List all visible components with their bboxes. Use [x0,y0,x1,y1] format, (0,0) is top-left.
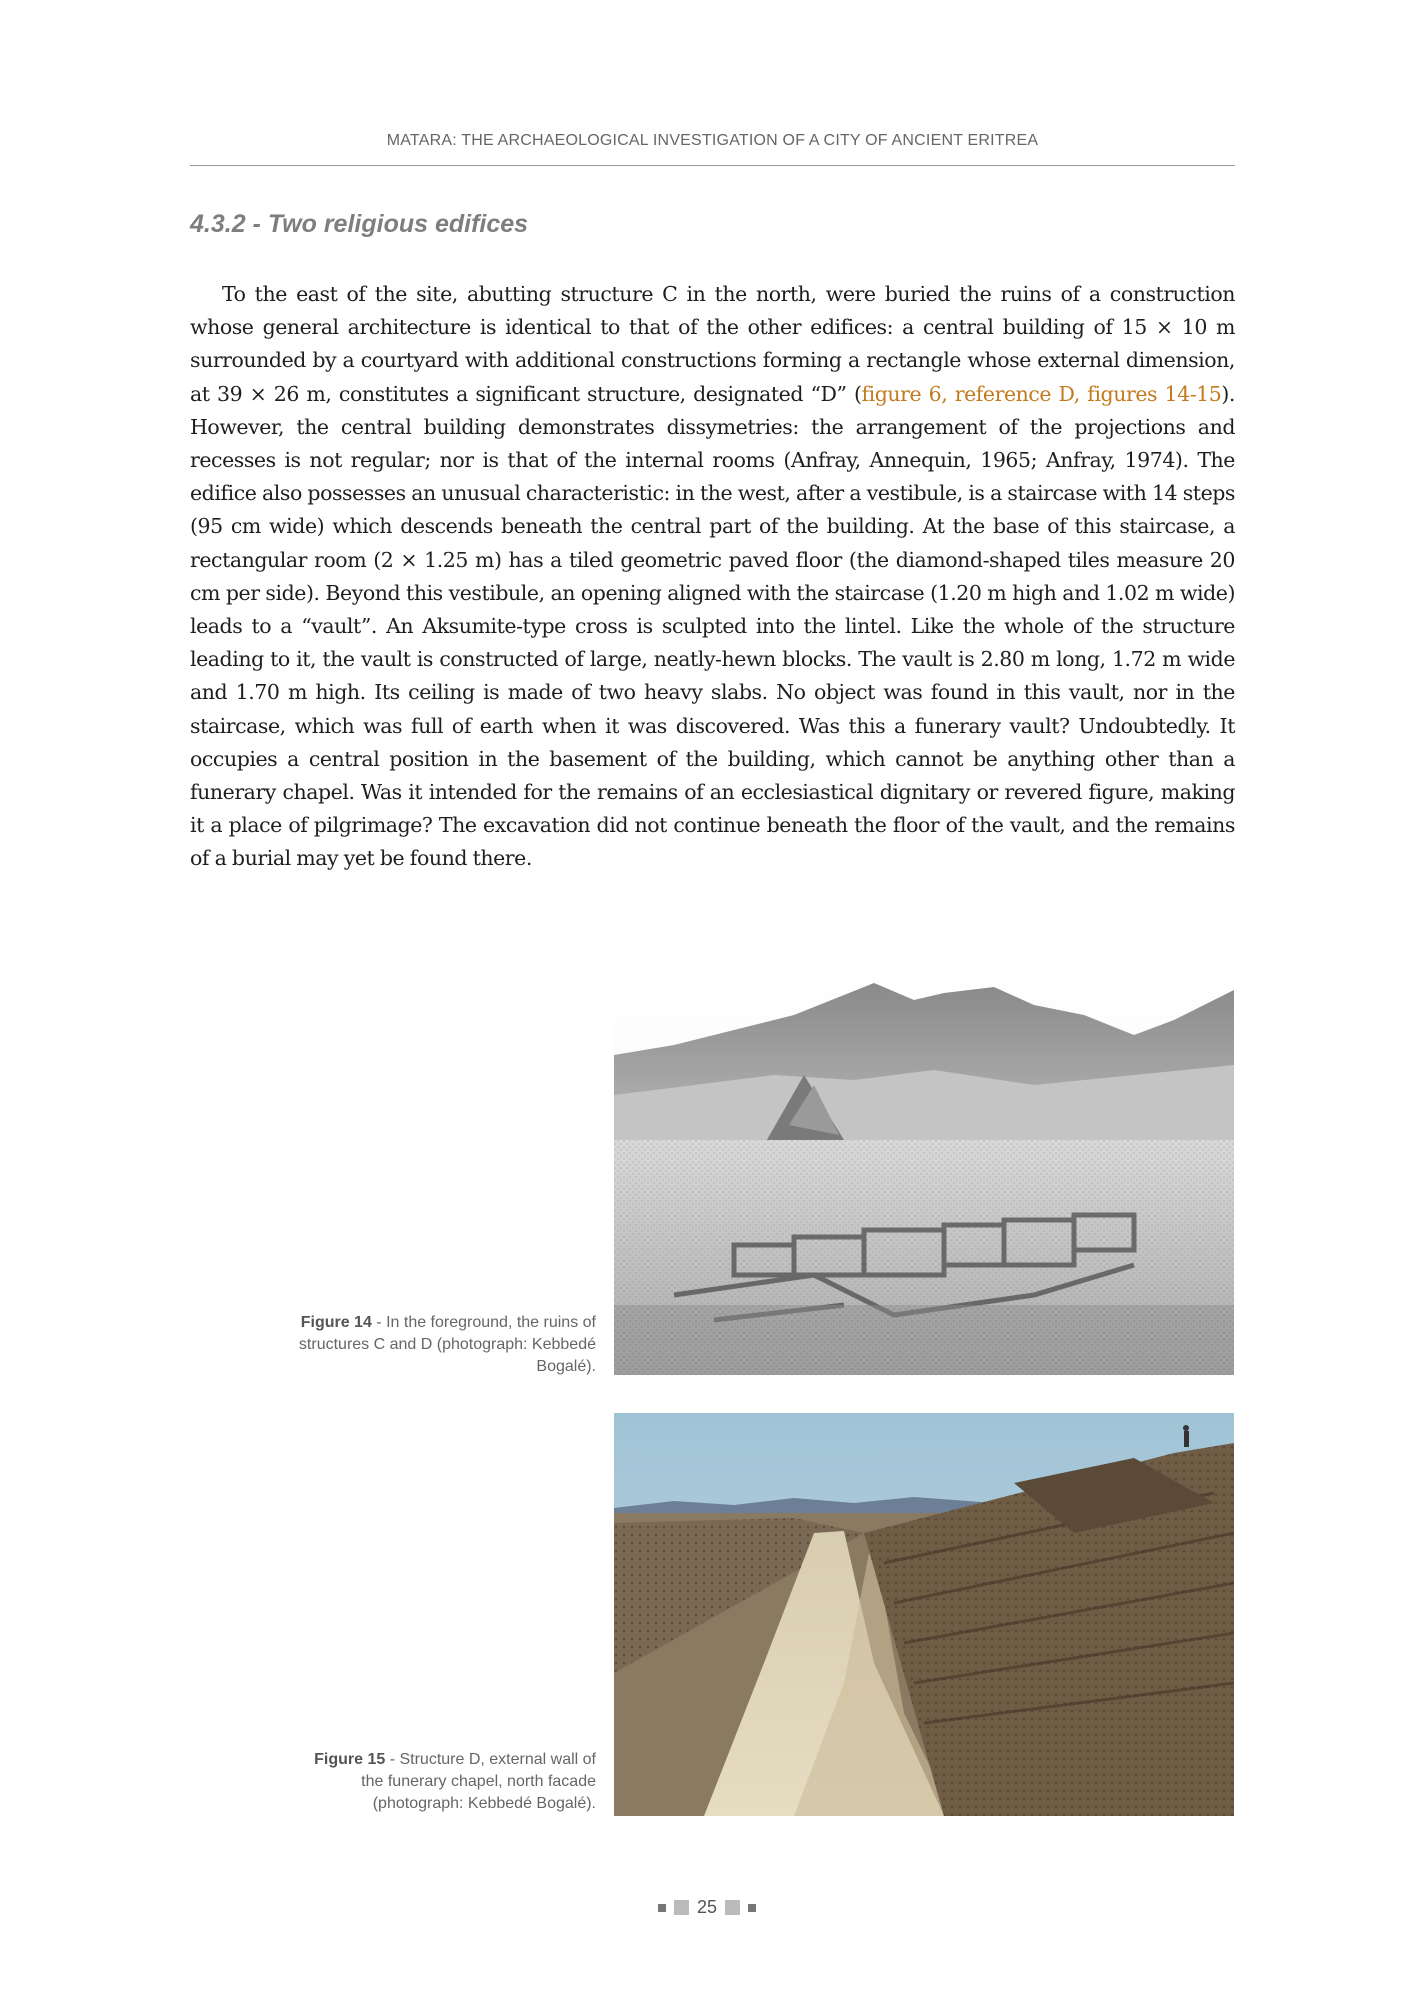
figure-15-caption-text: - Structure D, external wall of the funerary chapel, north facade (photograph: Kebbedé Bogalé). [361,1751,596,1812]
body-paragraph [190,278,1235,876]
figure-15-label: Figure 15 [314,1751,386,1768]
figure-cross-reference[interactable]: figure 6, reference D, figures 14-15 [861,381,1222,406]
figure-15-photo [614,1413,1234,1816]
running-header: MATARA: THE ARCHAEOLOGICAL INVESTIGATION OF A CITY OF ANCIENT ERITREA [386,132,1039,149]
square-ornament-icon [674,1900,689,1915]
paragraph-text-start: To the east of the site, abutting structure C in the north, were buried the ruins of a construction whose general architecture is identical to that of the other edifices: a central building of 15 × 10 m surrounded by a courtyard with additional constructions forming a rectangle whose external dimension, at 39 × 26 m, constitutes a significant structure, designated “D” ( [190,282,1235,406]
header-rule [190,165,1235,166]
square-ornament-icon [658,1904,666,1912]
section-title: 4.3.2 - Two religious edifices [190,210,529,238]
square-ornament-icon [725,1900,740,1915]
page-footer [0,1897,1414,1918]
excavation-photo [614,1413,1234,1816]
page-number: 25 [696,1897,718,1917]
figure-14-photo [614,975,1234,1375]
figure-14-caption-text: - In the foreground, the ruins of structures C and D (photograph: Kebbedé Bogalé). [298,1314,596,1375]
paragraph-text-end: ). However, the central building demonstrates dissymetries: the arrangement of the projections and recesses is not regular; nor is that of the internal rooms (Anfray, Annequin, 1965; Anfray, 1974). The edifice also possesses an unusual characteristic: in the west, after a vestibule, is a staircase with 14 steps (95 cm wide) which descends beneath the central part of the building. At the base of this staircase, a rectangular room (2 × 1.25 m) has a tiled geometric paved floor (the diamond-shaped tiles measure 20 cm per side). Beyond this vestibule, an opening aligned with the staircase (1.20 m high and 1.02 m wide) leads to a “vault”. An Aksumite-type cross is sculpted into the lintel. Like the whole of the structure leading to it, the vault is constructed of large, neatly-hewn blocks. The vault is 2.80 m long, 1.72 m wide and 1.70 m high. Its ceiling is made of two heavy slabs. No object was found in this vault, nor in the staircase, which was full of earth when it was discovered. Was this a funerary vault? Undoubtedly. It occupies a central position in the basement of the building, which cannot be anything other than a funerary chapel. Was it intended for the remains of an ecclesiastical dignitary or revered figure, making it a place of pilgrimage? The excavation did not continue beneath the floor of the vault, and the remains of a burial may yet be found there. [190,381,1235,871]
figure-14-label: Figure 14 [300,1314,372,1331]
figure-15-caption [296,1749,596,1815]
figure-14-caption [296,1312,596,1378]
landscape-photo [614,975,1234,1375]
square-ornament-icon [748,1904,756,1912]
